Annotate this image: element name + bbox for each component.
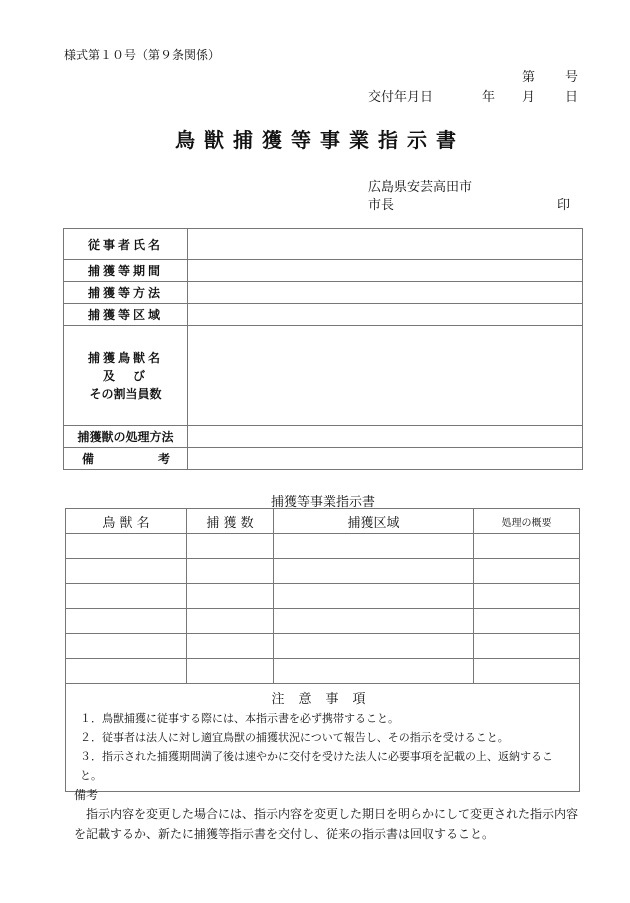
table-row <box>66 534 580 559</box>
field-label: 捕獲等方法 <box>64 282 188 304</box>
table-cell[interactable] <box>187 534 274 559</box>
issuer-mayor: 市長 <box>368 198 395 213</box>
table-cell[interactable] <box>274 584 474 609</box>
table-row <box>64 448 583 470</box>
table-cell[interactable] <box>274 609 474 634</box>
label-line: 捕獲鳥獣名 <box>87 350 163 365</box>
table-cell[interactable] <box>474 534 580 559</box>
label-part: 備 <box>82 452 98 466</box>
column-header: 捕獲区域 <box>274 509 474 534</box>
main-info-table <box>63 228 583 470</box>
table-cell[interactable] <box>274 634 474 659</box>
column-header: 捕 獲 数 <box>187 509 274 534</box>
issue-day: 日 <box>565 90 579 105</box>
remarks-title: 備考 <box>74 788 99 802</box>
number-prefix: 第 <box>522 70 536 85</box>
note-item: ２．従事者は法人に対し適宜鳥獣の捕獲状況について報告し、その指示を受けること。 <box>80 731 509 744</box>
form-number: 様式第１０号（第９条関係） <box>64 48 221 62</box>
field-label <box>64 326 188 426</box>
note-item: １．鳥獣捕獲に従事する際には、本指示書を必ず携帯すること。 <box>80 712 399 725</box>
table-row <box>66 584 580 609</box>
table-cell[interactable] <box>474 559 580 584</box>
table-row <box>64 326 583 426</box>
note-item: ３．指示された捕獲期間満了後は速やかに交付を受けた法人に必要事項を記載の上、返納すること。 <box>80 750 553 782</box>
sub-table-title: 捕獲等事業指示書 <box>270 495 375 510</box>
issuer-city: 広島県安芸高田市 <box>368 180 473 195</box>
column-header: 処理の概要 <box>474 509 580 534</box>
table-row <box>66 659 580 684</box>
table-cell[interactable] <box>474 634 580 659</box>
table-row <box>64 426 583 448</box>
table-cell[interactable] <box>274 534 474 559</box>
table-row <box>64 260 583 282</box>
document-title: 鳥獣捕獲等事業指示書 <box>175 128 465 152</box>
table-cell[interactable] <box>66 584 187 609</box>
table-cell[interactable] <box>474 609 580 634</box>
issue-month: 月 <box>522 90 536 105</box>
table-row <box>66 609 580 634</box>
disposal-method-field[interactable] <box>188 426 583 448</box>
table-row <box>66 559 580 584</box>
seal-mark: 印 <box>557 198 571 213</box>
table-cell[interactable] <box>187 584 274 609</box>
label-line: その割当員数 <box>89 386 162 401</box>
table-cell[interactable] <box>187 559 274 584</box>
table-cell[interactable] <box>187 609 274 634</box>
capture-period-field[interactable] <box>188 260 583 282</box>
issue-year: 年 <box>482 90 496 105</box>
table-row <box>66 634 580 659</box>
label-line: 及 び <box>102 368 148 383</box>
table-cell[interactable] <box>274 659 474 684</box>
worker-name-field[interactable] <box>188 229 583 260</box>
table-cell[interactable] <box>66 534 187 559</box>
number-suffix: 号 <box>565 70 579 85</box>
capture-area-field[interactable] <box>188 304 583 326</box>
column-header: 鳥 獣 名 <box>66 509 187 534</box>
table-cell[interactable] <box>474 584 580 609</box>
notes-section <box>66 684 580 792</box>
table-cell[interactable] <box>474 659 580 684</box>
table-cell[interactable] <box>66 659 187 684</box>
field-label: 捕獲等区域 <box>64 304 188 326</box>
label-part: 考 <box>157 452 173 466</box>
field-label: 捕獲等期間 <box>64 260 188 282</box>
table-row <box>64 304 583 326</box>
table-cell[interactable] <box>187 634 274 659</box>
header-row <box>66 509 580 534</box>
field-label <box>64 448 188 470</box>
species-quota-field[interactable] <box>188 326 583 426</box>
table-cell[interactable] <box>274 559 474 584</box>
notes-title: 注意事項 <box>271 692 380 707</box>
table-row <box>64 282 583 304</box>
remarks-field[interactable] <box>188 448 583 470</box>
table-cell[interactable] <box>66 609 187 634</box>
table-cell[interactable] <box>66 634 187 659</box>
table-row <box>64 229 583 260</box>
table-cell[interactable] <box>66 559 187 584</box>
field-label: 捕獲獣の処理方法 <box>64 426 188 448</box>
remarks-text: 指示内容を変更した場合には、指示内容を変更した期日を明らかにして変更された指示内容を記載するか、新たに捕獲等指示書を交付し、従来の指示書は回収すること。 <box>74 807 579 841</box>
issue-date-label: 交付年月日 <box>368 90 434 105</box>
notes-row <box>66 684 580 792</box>
capture-detail-table <box>65 508 580 792</box>
field-label: 従事者氏名 <box>64 229 188 260</box>
table-cell[interactable] <box>187 659 274 684</box>
capture-method-field[interactable] <box>188 282 583 304</box>
